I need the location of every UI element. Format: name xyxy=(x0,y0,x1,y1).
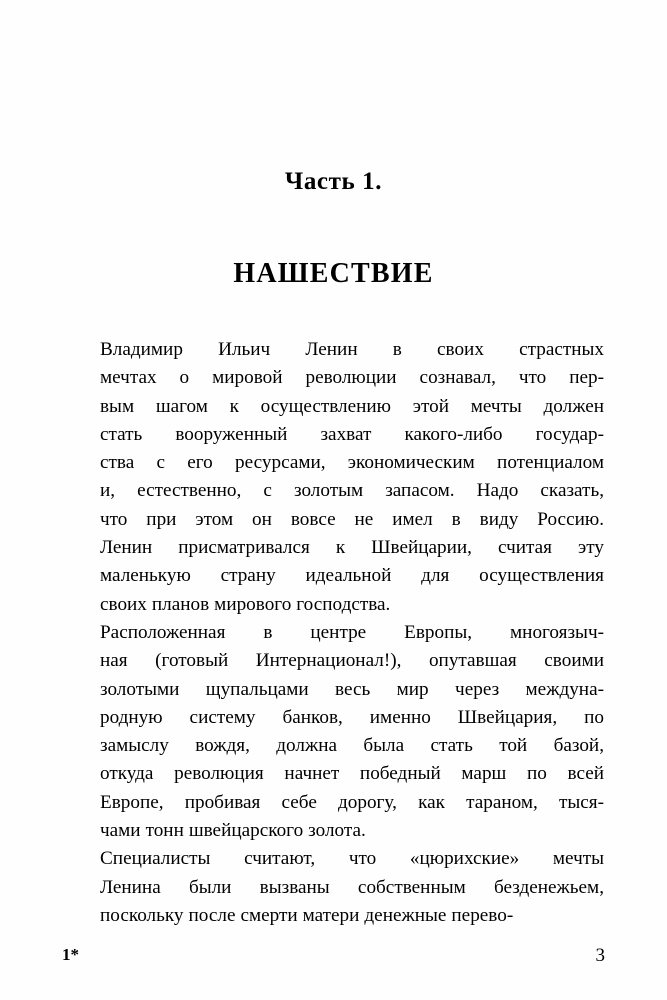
text-line: что при этом он вовсе не имел в виду Россию. xyxy=(100,508,604,530)
text-line: Европе, пробивая себе дорогу, как тараном, тыся- xyxy=(100,791,604,813)
text-line: Владимир Ильич Ленин в своих страстных xyxy=(100,339,604,360)
text-line: ная (готовый Интернационал!), опутавшая своими xyxy=(100,650,604,672)
text-line: замыслу вождя, должна была стать той базой, xyxy=(100,735,604,757)
signature-mark: 1* xyxy=(62,945,79,964)
page-number: 3 xyxy=(595,945,605,966)
text-line: стать вооруженный захват какого-либо государ- xyxy=(100,423,604,445)
text-line: Расположенная в центре Европы, многоязыч- xyxy=(100,621,604,643)
text-line: чами тонн швейцарского золота. xyxy=(100,820,366,842)
page-footer xyxy=(62,946,605,976)
part-heading: Часть 1. xyxy=(284,168,383,195)
text-line: Ленин присматривался к Швейцарии, считая эту xyxy=(100,537,604,559)
body-text-column xyxy=(66,336,604,930)
paragraph-3 xyxy=(66,845,604,930)
text-line: золотыми щупальцами весь мир через междуна- xyxy=(100,678,604,700)
text-line: мечтах о мировой революции сознавал, что пер- xyxy=(100,367,604,389)
text-line: ства с его ресурсами, экономическим потенциалом xyxy=(100,452,604,474)
paragraph-2 xyxy=(66,619,604,845)
text-line: откуда революция начнет победный марш по всей xyxy=(100,763,604,785)
text-line: Ленина были вызваны собственным безденежьем, xyxy=(100,876,604,898)
text-line: вым шагом к осуществлению этой мечты должен xyxy=(100,395,604,417)
text-line: Специалисты считают, что «цюрихские» мечты xyxy=(100,848,604,870)
text-line: поскольку после смерти матери денежные перево- xyxy=(100,904,514,926)
paragraph-1 xyxy=(66,336,604,619)
text-line: своих планов мирового господства. xyxy=(100,593,391,615)
text-line: маленькую страну идеальной для осуществления xyxy=(100,565,604,587)
text-line: родную систему банков, именно Швейцария, по xyxy=(100,706,604,728)
chapter-title: НАШЕСТВИЕ xyxy=(233,258,434,289)
text-line: и, естественно, с золотым запасом. Надо сказать, xyxy=(100,480,604,502)
